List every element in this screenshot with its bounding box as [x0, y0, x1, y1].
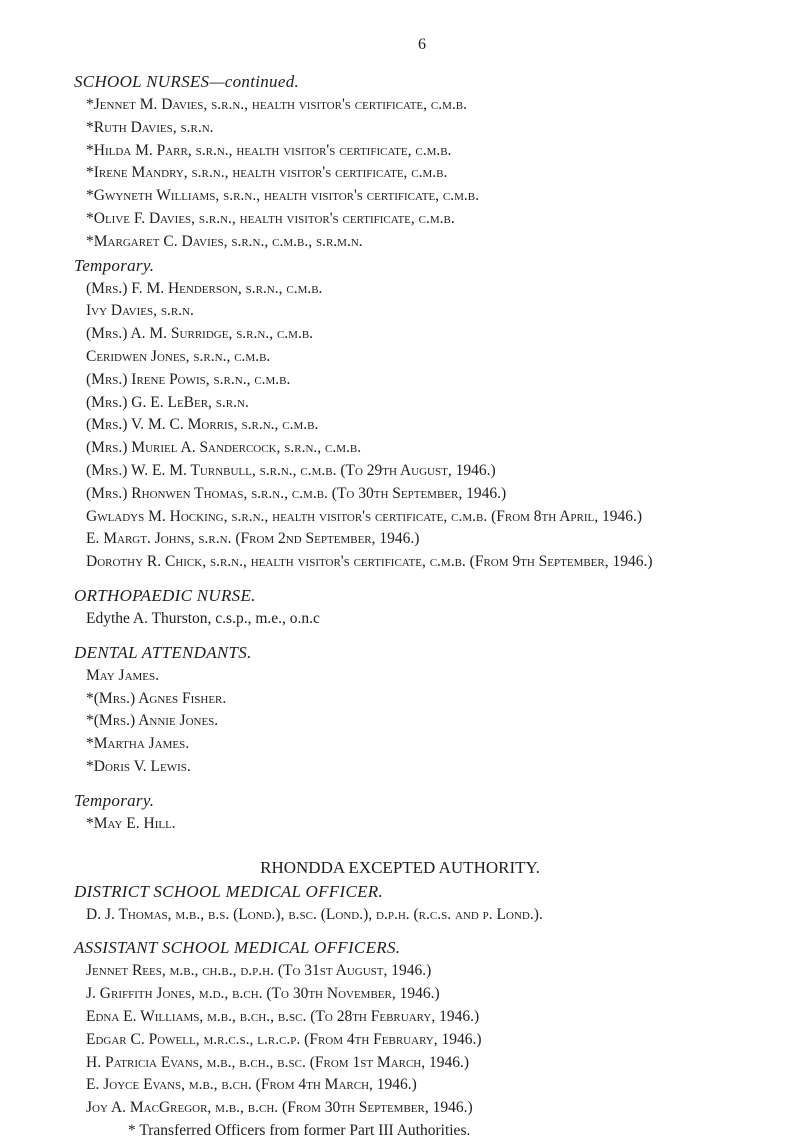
list-item: Edgar C. Powell, m.r.c.s., l.r.c.p. (From 4th February, 1946.) — [86, 1030, 482, 1048]
list-item: *Margaret C. Davies, s.r.n., c.m.b., s.r.m.n. — [86, 232, 363, 250]
list-item: *May E. Hill. — [86, 814, 176, 832]
list-item: E. Margt. Johns, s.r.n. (From 2nd September, 1946.) — [86, 530, 420, 548]
list-item: *Doris V. Lewis. — [86, 757, 191, 775]
list-item: *(Mrs.) Annie Jones. — [86, 712, 219, 730]
section-heading: Temporary. — [74, 790, 155, 810]
list-item: May James. — [86, 666, 160, 684]
list-item: Joy A. MacGregor, m.b., b.ch. (From 30th September, 1946.) — [86, 1099, 473, 1117]
list-item: E. Joyce Evans, m.b., b.ch. (From 4th March, 1946.) — [86, 1076, 417, 1094]
list-item: Ivy Davies, s.r.n. — [86, 302, 194, 320]
list-item: *Hilda M. Parr, s.r.n., health visitor's certificate, c.m.b. — [86, 141, 452, 159]
list-item: *(Mrs.) Agnes Fisher. — [86, 689, 227, 707]
authority-title: RHONDDA EXCEPTED AUTHORITY. — [260, 857, 540, 877]
list-item: (Mrs.) F. M. Henderson, s.r.n., c.m.b. — [86, 279, 323, 297]
list-item: (Mrs.) Rhonwen Thomas, s.r.n., c.m.b. (To 30th September, 1946.) — [86, 484, 507, 502]
list-item: (Mrs.) Irene Powis, s.r.n., c.m.b. — [86, 370, 291, 388]
list-item: *Jennet M. Davies, s.r.n., health visitor's certificate, c.m.b. — [86, 96, 467, 113]
section-heading: ORTHOPAEDIC NURSE. — [74, 585, 256, 605]
list-item: *Martha James. — [86, 735, 190, 753]
list-item: Gwladys M. Hocking, s.r.n., health visitor's certificate, c.m.b. (From 8th April, 1946.) — [86, 507, 643, 525]
list-item: Jennet Rees, m.b., ch.b., d.p.h. (To 31st August, 1946.) — [86, 962, 432, 980]
list-item: Edythe A. Thurston, c.s.p., m.e., o.n.c — [86, 609, 320, 627]
list-item: Edna E. Williams, m.b., b.ch., b.sc. (To 28th February, 1946.) — [86, 1007, 480, 1025]
list-item: H. Patricia Evans, m.b., b.ch., b.sc. (From 1st March, 1946.) — [86, 1053, 470, 1071]
list-item: (Mrs.) G. E. LeBer, s.r.n. — [86, 393, 249, 411]
list-item: D. J. Thomas, m.b., b.s. (Lond.), b.sc. (Lond.), d.p.h. (r.c.s. and p. Lond.). — [86, 905, 543, 923]
section-heading: Temporary. — [74, 255, 155, 275]
list-item: (Mrs.) V. M. C. Morris, s.r.n., c.m.b. — [86, 416, 319, 434]
page-number: 6 — [418, 36, 426, 53]
list-item: *Irene Mandry, s.r.n., health visitor's certificate, c.m.b. — [86, 164, 448, 182]
list-item: J. Griffith Jones, m.d., b.ch. (To 30th November, 1946.) — [86, 985, 440, 1003]
list-item: *Olive F. Davies, s.r.n., health visitor's certificate, c.m.b. — [86, 209, 455, 227]
list-item: (Mrs.) Muriel A. Sandercock, s.r.n., c.m.b. — [86, 439, 362, 457]
section-heading: SCHOOL NURSES—continued. — [74, 72, 300, 91]
document-body — [74, 70, 784, 1142]
section-heading: DENTAL ATTENDANTS. — [74, 642, 252, 662]
section-heading: ASSISTANT SCHOOL MEDICAL OFFICERS. — [74, 938, 401, 958]
list-item: (Mrs.) A. M. Surridge, s.r.n., c.m.b. — [86, 325, 314, 343]
list-item: *Ruth Davies, s.r.n. — [86, 118, 214, 136]
footnote: * Transferred Officers from former Part III Authorities. — [128, 1121, 471, 1139]
list-item: *Gwyneth Williams, s.r.n., health visitor's certificate, c.m.b. — [86, 187, 480, 205]
list-item: Ceridwen Jones, s.r.n., c.m.b. — [86, 347, 271, 365]
section-heading: DISTRICT SCHOOL MEDICAL OFFICER. — [74, 881, 384, 901]
list-item: (Mrs.) W. E. M. Turnbull, s.r.n., c.m.b. (To 29th August, 1946.) — [86, 461, 496, 479]
list-item: Dorothy R. Chick, s.r.n., health visitor's certificate, c.m.b. (From 9th September, 1946.) — [86, 553, 653, 571]
